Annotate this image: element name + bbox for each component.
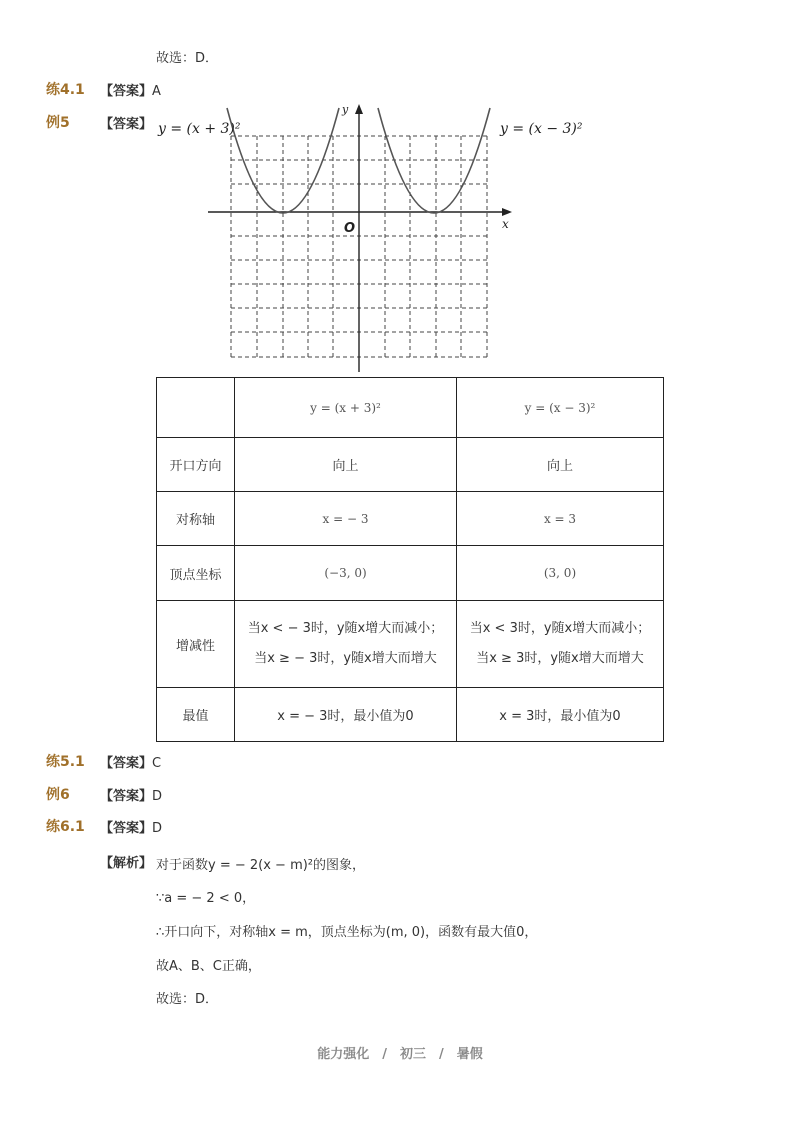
cell-line: 当x < 3时，y随x增大而减小；	[469, 621, 651, 636]
x-axis-label: x	[502, 217, 509, 231]
comparison-table	[156, 377, 664, 742]
example-tag: 例5	[46, 115, 70, 131]
analysis-line: 故A、B、C正确，	[156, 959, 261, 974]
row-label: 对称轴	[157, 492, 235, 546]
table-cell: x = 3	[457, 492, 664, 546]
answer-label: 【答案】D	[100, 789, 163, 804]
right-curve-label: y = (x − 3)²	[500, 121, 583, 137]
header-cell: y = (x − 3)²	[457, 378, 664, 438]
header-empty-cell	[157, 378, 235, 438]
analysis-label: 【解析】	[100, 856, 153, 871]
page-footer: 能力强化 / 初三 / 暑假	[317, 1047, 483, 1062]
table-cell	[457, 601, 664, 688]
row-label: 最值	[157, 688, 235, 742]
answer-label: 【答案】	[100, 117, 153, 132]
answer-value: D	[152, 789, 163, 804]
exercise-tag: 练5.1	[46, 754, 85, 770]
answer-label: 【答案】D	[100, 821, 163, 836]
cell-line: 当x ≥ 3时，y随x增大而增大	[476, 651, 644, 666]
analysis-line: ∴开口向下，对称轴x = m，顶点坐标为(m, 0)，函数有最大值0，	[156, 925, 538, 940]
table-cell: x = − 3时，最小值为0	[235, 688, 457, 742]
answer-value: D	[152, 821, 163, 836]
answer-line: 故选：D．	[156, 51, 219, 66]
table-cell: (−3, 0)	[235, 546, 457, 601]
example-tag: 例6	[46, 787, 70, 803]
exercise-tag: 练4.1	[46, 82, 85, 98]
y-axis-label: y	[342, 103, 349, 116]
table-cell: 向上	[457, 438, 664, 492]
row-label: 顶点坐标	[157, 546, 235, 601]
table-cell	[235, 601, 457, 688]
answer-value: C	[152, 756, 162, 771]
analysis-line: 对于函数y = − 2(x − m)²的图象，	[156, 858, 366, 873]
analysis-line: ∵a = − 2 < 0，	[156, 891, 256, 906]
exercise-tag: 练6.1	[46, 819, 85, 835]
table-cell: x = 3时，最小值为0	[457, 688, 664, 742]
table-cell: (3, 0)	[457, 546, 664, 601]
row-label: 开口方向	[157, 438, 235, 492]
table-cell: x = − 3	[235, 492, 457, 546]
row-label: 增减性	[157, 601, 235, 688]
analysis-line: 故选：D．	[156, 992, 219, 1007]
cell-line: 当x ≥ − 3时，y随x增大而增大	[254, 651, 437, 666]
origin-label: O	[344, 221, 356, 236]
y-axis-arrow	[355, 104, 363, 114]
parabola-graph	[150, 100, 583, 372]
answer-value: A	[152, 84, 161, 99]
left-curve-label: y = (x + 3)²	[158, 121, 241, 137]
answer-label: 【答案】A	[100, 84, 161, 99]
cell-line: 当x < − 3时，y随x增大而减小；	[247, 621, 444, 636]
header-cell: y = (x + 3)²	[235, 378, 457, 438]
table-cell: 向上	[235, 438, 457, 492]
x-axis-arrow	[502, 208, 512, 216]
answer-label: 【答案】C	[100, 756, 162, 771]
